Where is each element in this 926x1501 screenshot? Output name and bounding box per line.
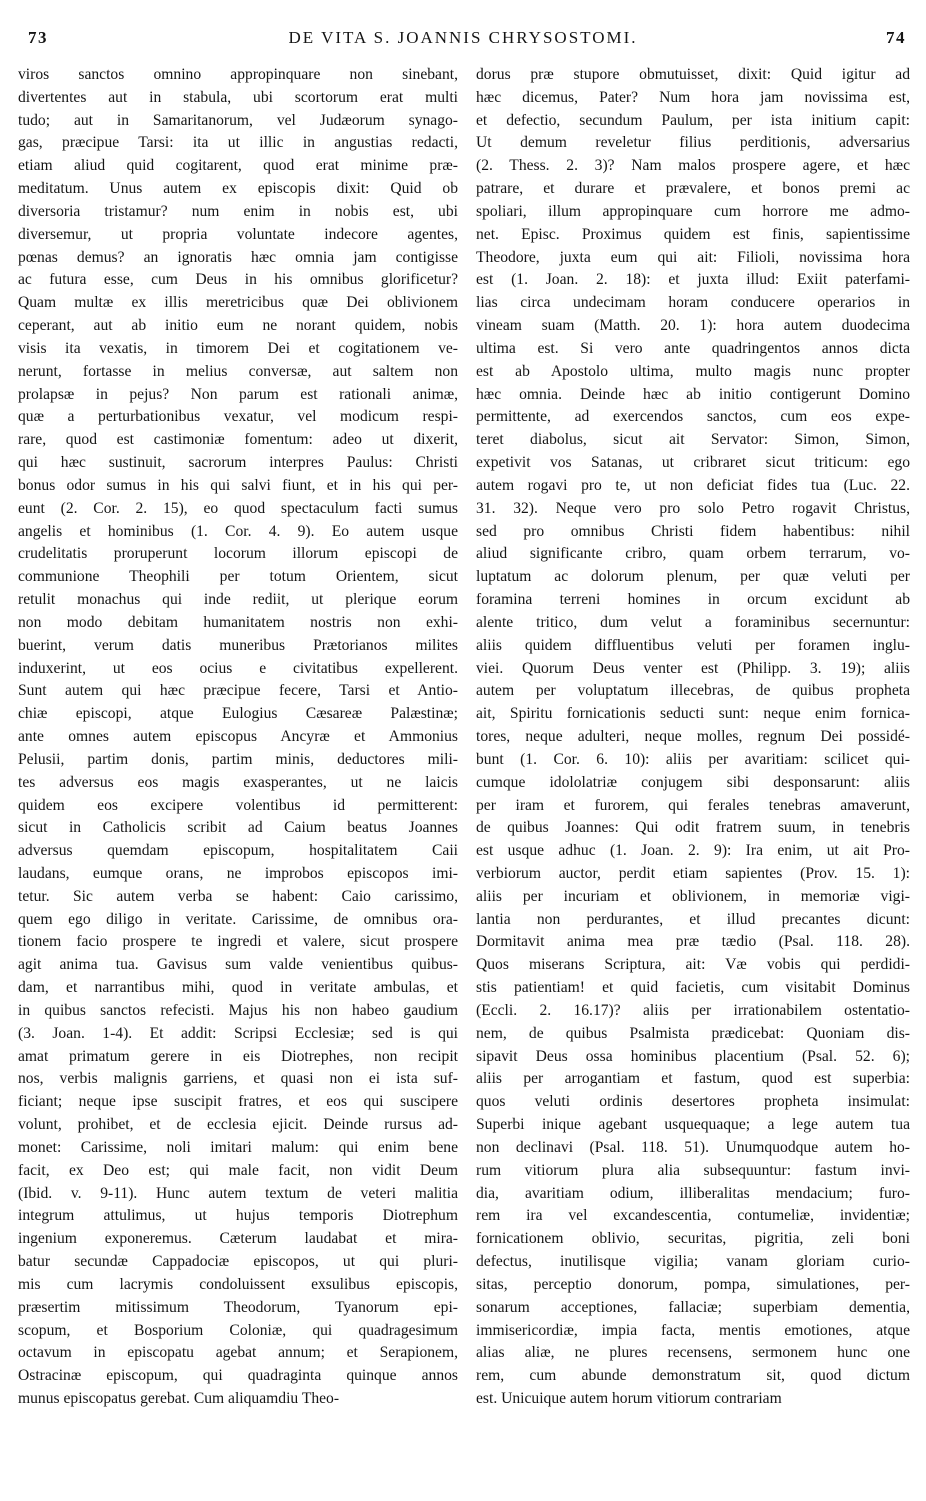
text-line: nos, verbis malignis garriens, et quasi non ei ista suf-: [18, 1070, 458, 1088]
text-line: sed pro omnibus Christi fidem habentibus: nihil: [476, 522, 910, 540]
text-line: bonus odor sumus in his qui salvi fiunt, et in his qui per-: [18, 476, 458, 494]
text-line: meditatum. Unus autem ex episcopis dixit: Quid ob: [18, 180, 458, 198]
text-line: communione Theophili per totum Orientem, sicut: [18, 568, 458, 586]
text-line: in quibus sanctos refecisti. Majus his non habeo gaudium: [18, 1001, 458, 1019]
text-line: munus episcopatus gerebat. Cum aliquamdiu Theo-: [18, 1390, 340, 1408]
text-line: rum vitiorum plura alia subsequuntur: fastum invi-: [476, 1161, 910, 1179]
text-line: de quibus Joannes: Qui odit fratrem suum, in tenebris: [476, 819, 910, 837]
left-column: [18, 64, 458, 1494]
text-line: visis ita vexatis, in timorem Dei et cogitationem ve-: [18, 339, 458, 357]
text-line: ante omnes autem episcopus Ancyræ et Ammonius: [18, 728, 458, 746]
text-line: Theodore, juxta eum qui ait: Filioli, novissima hora: [476, 248, 910, 266]
text-line: expetivit vos Satanas, ut cribraret sicut triticum: ego: [476, 454, 910, 472]
text-line: aliis quidem diffluentibus veluti per foramen inglu-: [476, 636, 910, 654]
text-line: tes adversus eos magis exasperantes, ut ne laicis: [18, 773, 458, 791]
text-line: patrare, et durare et prævalere, et bonos premi ac: [476, 180, 910, 198]
text-line: stis patientiam! et quid facietis, cum visitabit Dominus: [476, 979, 910, 997]
text-line: adversus quemdam episcopum, hospitalitatem Caii: [18, 842, 458, 860]
text-line: tionem facio prospere te ingredi et valere, sicut prospere: [18, 933, 458, 951]
text-line: Ut demum reveletur filius perditionis, adversarius: [476, 134, 910, 152]
text-line: ingenium exponeremus. Cæterum laudabat et mira-: [18, 1230, 458, 1248]
text-line: tetur. Sic autem verba se habent: Caio carissimo,: [18, 887, 458, 905]
text-line: crudelitatis proruperunt locorum illorum episcopi de: [18, 545, 458, 563]
text-line: prolapsæ in pejus? Non parum est rationali animæ,: [18, 385, 458, 403]
text-line: net. Episc. Proximus quidem est finis, sapientissime: [476, 225, 910, 243]
text-line: tudo; aut in Samaritanorum, vel Judæorum synago-: [18, 111, 458, 129]
text-line: etiam aliud quid cogitarent, quod erat minime præ-: [18, 157, 458, 175]
text-line: luptatum ac dolorum plenum, per quæ veluti per: [476, 568, 910, 586]
text-line: et defectio, secundum Paulum, per ista initium capit:: [476, 111, 910, 129]
text-line: gas, præcipue Tarsi: ita ut illic in angustias redacti,: [18, 134, 458, 152]
text-line: præsertim mitissimum Theodorum, Tyanorum epi-: [18, 1298, 458, 1316]
text-line: viros sanctos omnino appropinquare non sinebant,: [18, 66, 458, 83]
text-line: quæ a perturbationibus vexatur, vel modicum respi-: [18, 408, 458, 426]
text-line: buerint, verum datis muneribus Prætorianos milites: [18, 636, 458, 654]
text-line: volunt, prohibet, et de ecclesia ejicit. Deinde rursus ad-: [18, 1116, 458, 1134]
text-line: (3. Joan. 1-4). Et addit: Scripsi Ecclesiæ; sed is qui: [18, 1024, 458, 1042]
text-line: aliud significante cribro, quam orbem terrarum, vo-: [476, 545, 910, 563]
text-line: rare, quod est castimoniæ fomentum: adeo ut dixerit,: [18, 431, 458, 449]
text-line: foramina terreni homines in orcum excidunt ab: [476, 591, 910, 609]
running-header: [20, 28, 906, 62]
text-line: Ostracinæ episcopum, qui quadraginta quinque annos: [18, 1367, 458, 1385]
text-line: ficiant; neque ipse suscipit fratres, et eos qui suscipere: [18, 1093, 458, 1111]
text-line: integrum attulimus, ut hujus temporis Diotrephum: [18, 1207, 458, 1225]
text-line: Pelusii, partim donis, partim minis, deductores mili-: [18, 750, 458, 768]
text-line: lantia non perdurantes, et illud precantes dicunt:: [476, 910, 910, 928]
text-line: spoliari, illum appropinquare cum horrore me admo-: [476, 202, 910, 220]
text-line: divertentes aut in stabula, ubi scortorum erat multi: [18, 88, 458, 106]
text-line: (Eccli. 2. 16.17)? aliis per irrationabilem ostentatio-: [476, 1001, 910, 1019]
text-line: Quam multæ ex illis meretricibus quæ Dei oblivionem: [18, 294, 458, 312]
text-line: aliis per arrogantiam et fastum, quod est superbia:: [476, 1070, 910, 1088]
text-line: octavum in episcopatu agebat annum; et Serapionem,: [18, 1344, 458, 1362]
text-line: immisericordiæ, impia facta, mentis emotiones, atque: [476, 1321, 910, 1339]
text-line: sitas, perceptio donorum, pompa, simulationes, per-: [476, 1275, 910, 1293]
text-line: chiæ episcopi, atque Eulogius Cæsareæ Palæstinæ;: [18, 705, 458, 723]
text-line: diversoria tristamur? num enim in nobis est, ubi: [18, 202, 458, 220]
text-line: facit, ex Deo est; qui male facit, non vidit Deum: [18, 1161, 458, 1179]
running-title: DE VITA S. JOANNIS CHRYSOSTOMI.: [288, 28, 638, 47]
text-line: dorus præ stupore obmutuisset, dixit: Quid igitur ad: [476, 66, 910, 83]
text-line: autem per voluptatum illecebras, de quibus propheta: [476, 682, 910, 700]
text-line: eunt (2. Cor. 2. 15), eo quod spectaculum facti sumus: [18, 499, 458, 517]
page-number-left: 73: [28, 28, 48, 47]
text-line: qui hæc sustinuit, sacrorum interpres Paulus: Christi: [18, 454, 458, 472]
text-line: sicut in Catholicis scribit ad Caium beatus Joannes: [18, 819, 458, 837]
text-line: quem ego diligo in veritate. Carissime, de omnibus ora-: [18, 910, 458, 928]
text-line: (Ibid. v. 9-11). Hunc autem textum de veteri malitia: [18, 1184, 458, 1202]
text-line: lias circa undecimam horam conducere operarios in: [476, 294, 910, 312]
text-line: per iram et furorem, qui ferales tenebras amaverunt,: [476, 796, 910, 814]
text-line: scopum, et Bosporium Coloniæ, qui quadragesimum: [18, 1321, 458, 1339]
text-line: nem, de quibus Psalmista prædicebat: Quoniam dis-: [476, 1024, 910, 1042]
text-line: viei. Quorum Deus venter est (Philipp. 3. 19); aliis: [476, 659, 910, 677]
text-line: est ab Apostolo ultima, multo magis nunc propter: [476, 362, 910, 380]
text-line: nerunt, fortasse in melius conversæ, aut saltem non: [18, 362, 458, 380]
text-line: verbiorum auctor, perdit etiam sapientes (Prov. 15. 1):: [476, 864, 910, 882]
text-line: monet: Carissime, noli imitari malum: qui enim bene: [18, 1138, 458, 1156]
text-line: batur secundæ Cappadociæ episcopos, ut qui pluri-: [18, 1253, 458, 1271]
text-line: sonarum acceptiones, fallaciæ; superbiam dementia,: [476, 1298, 910, 1316]
text-line: bunt (1. Cor. 6. 10): aliis per avaritiam: scilicet qui-: [476, 750, 910, 768]
text-line: rem, cum abunde demonstratum sit, quod dictum: [476, 1367, 910, 1385]
text-line: 31. 32). Neque vero pro solo Petro rogavit Christus,: [476, 499, 910, 517]
text-line: non modo debitam humanitatem nostris non exhi-: [18, 613, 458, 631]
text-line: diversemur, ut propria voluntate indecore agentes,: [18, 225, 458, 243]
text-line: dam, et narrantibus mihi, quod in veritate ambulas, et: [18, 979, 458, 997]
text-line: non declinavi (Psal. 118. 51). Unumquodque autem ho-: [476, 1138, 910, 1156]
text-line: mis cum lacrymis condoluissent exsulibus episcopis,: [18, 1275, 458, 1293]
text-line: fornicationem oblivio, securitas, pigritia, zeli boni: [476, 1230, 910, 1248]
text-line: laudans, eumque orans, ne improbos episcopos imi-: [18, 864, 458, 882]
text-line: permittente, ad exercendos sanctos, cum eos expe-: [476, 408, 910, 426]
text-line: amat primatum gerere in eis Diotrephes, non recipit: [18, 1047, 458, 1065]
text-line: sipavit Deus ossa hominibus placentium (Psal. 52. 6);: [476, 1047, 910, 1065]
text-line: ac futura esse, cum Deus in his omnibus glorificetur?: [18, 271, 458, 289]
text-line: alente tritico, dum velut a foraminibus secernuntur:: [476, 613, 910, 631]
text-line: hæc dicemus, Pater? Num hora jam novissima est,: [476, 88, 910, 106]
text-line: hæc omnia. Deinde hæc ab initio contigerunt Domino: [476, 385, 910, 403]
text-line: teret diabolus, sicut ait Servator: Simon, Simon,: [476, 431, 910, 449]
text-line: Superbi inique agebant usquequaque; a lege autem tua: [476, 1116, 910, 1134]
text-line: defectus, inutilisque vigilia; vanam gloriam curio-: [476, 1253, 910, 1271]
text-line: cumque idololatriæ conjugem sibi desponsarunt: aliis: [476, 773, 910, 791]
text-line: quos veluti ordinis desertores propheta insimulat:: [476, 1093, 910, 1111]
text-line: induxerint, ut eos ocius e civitatibus expellerent.: [18, 659, 458, 677]
text-line: rem ira vel excandescentia, contumeliæ, invidentiæ;: [476, 1207, 910, 1225]
text-line: aliis per incuriam et oblivionem, in memoriæ vigi-: [476, 887, 910, 905]
text-line: quidem eos excipere volentibus id permitterent:: [18, 796, 458, 814]
text-line: agit anima tua. Gavisus sum valde venientibus quibus-: [18, 956, 458, 974]
page-number-right: 74: [886, 28, 906, 47]
text-line: ultima est. Si vero ante quadringentos annos dicta: [476, 339, 910, 357]
text-line: alias aliæ, ne plures recensens, sermonem hunc one: [476, 1344, 910, 1362]
text-line: est usque adhuc (1. Joan. 2. 9): Ira enim, ut ait Pro-: [476, 842, 910, 860]
text-line: tores, neque adulteri, neque molles, regnum Dei possidé-: [476, 728, 910, 746]
text-line: pœnas demus? an ignoratis hæc omnia jam contigisse: [18, 248, 458, 266]
text-line: ait, Spiritu fornicationis seducti sunt: neque enim fornica-: [476, 705, 910, 723]
text-line: autem rogavi pro te, ut non deficiat fides tua (Luc. 22.: [476, 476, 910, 494]
text-line: est. Unicuique autem horum vitiorum contrariam: [476, 1390, 782, 1408]
text-line: ceperant, aut ab initio eum ne norant quidem, nobis: [18, 317, 458, 335]
right-column: [476, 64, 910, 1494]
text-line: (2. Thess. 2. 3)? Nam malos prospere agere, et hæc: [476, 157, 910, 175]
text-line: Dormitavit anima mea præ tædio (Psal. 118. 28).: [476, 933, 910, 951]
text-line: vineam suam (Matth. 20. 1): hora autem duodecima: [476, 317, 910, 335]
text-line: Quos miserans Scriptura, ait: Væ vobis qui perdidi-: [476, 956, 910, 974]
text-line: est (1. Joan. 2. 18): et juxta illud: Exiit paterfami-: [476, 271, 910, 289]
text-line: angelis et hominibus (1. Cor. 4. 9). Eo autem usque: [18, 522, 458, 540]
text-line: retulit monachus qui inde rediit, ut plerique eorum: [18, 591, 458, 609]
text-line: dia, avaritiam odium, illiberalitas mendacium; furo-: [476, 1184, 910, 1202]
text-line: Sunt autem qui hæc præcipue fecere, Tarsi et Antio-: [18, 682, 458, 700]
